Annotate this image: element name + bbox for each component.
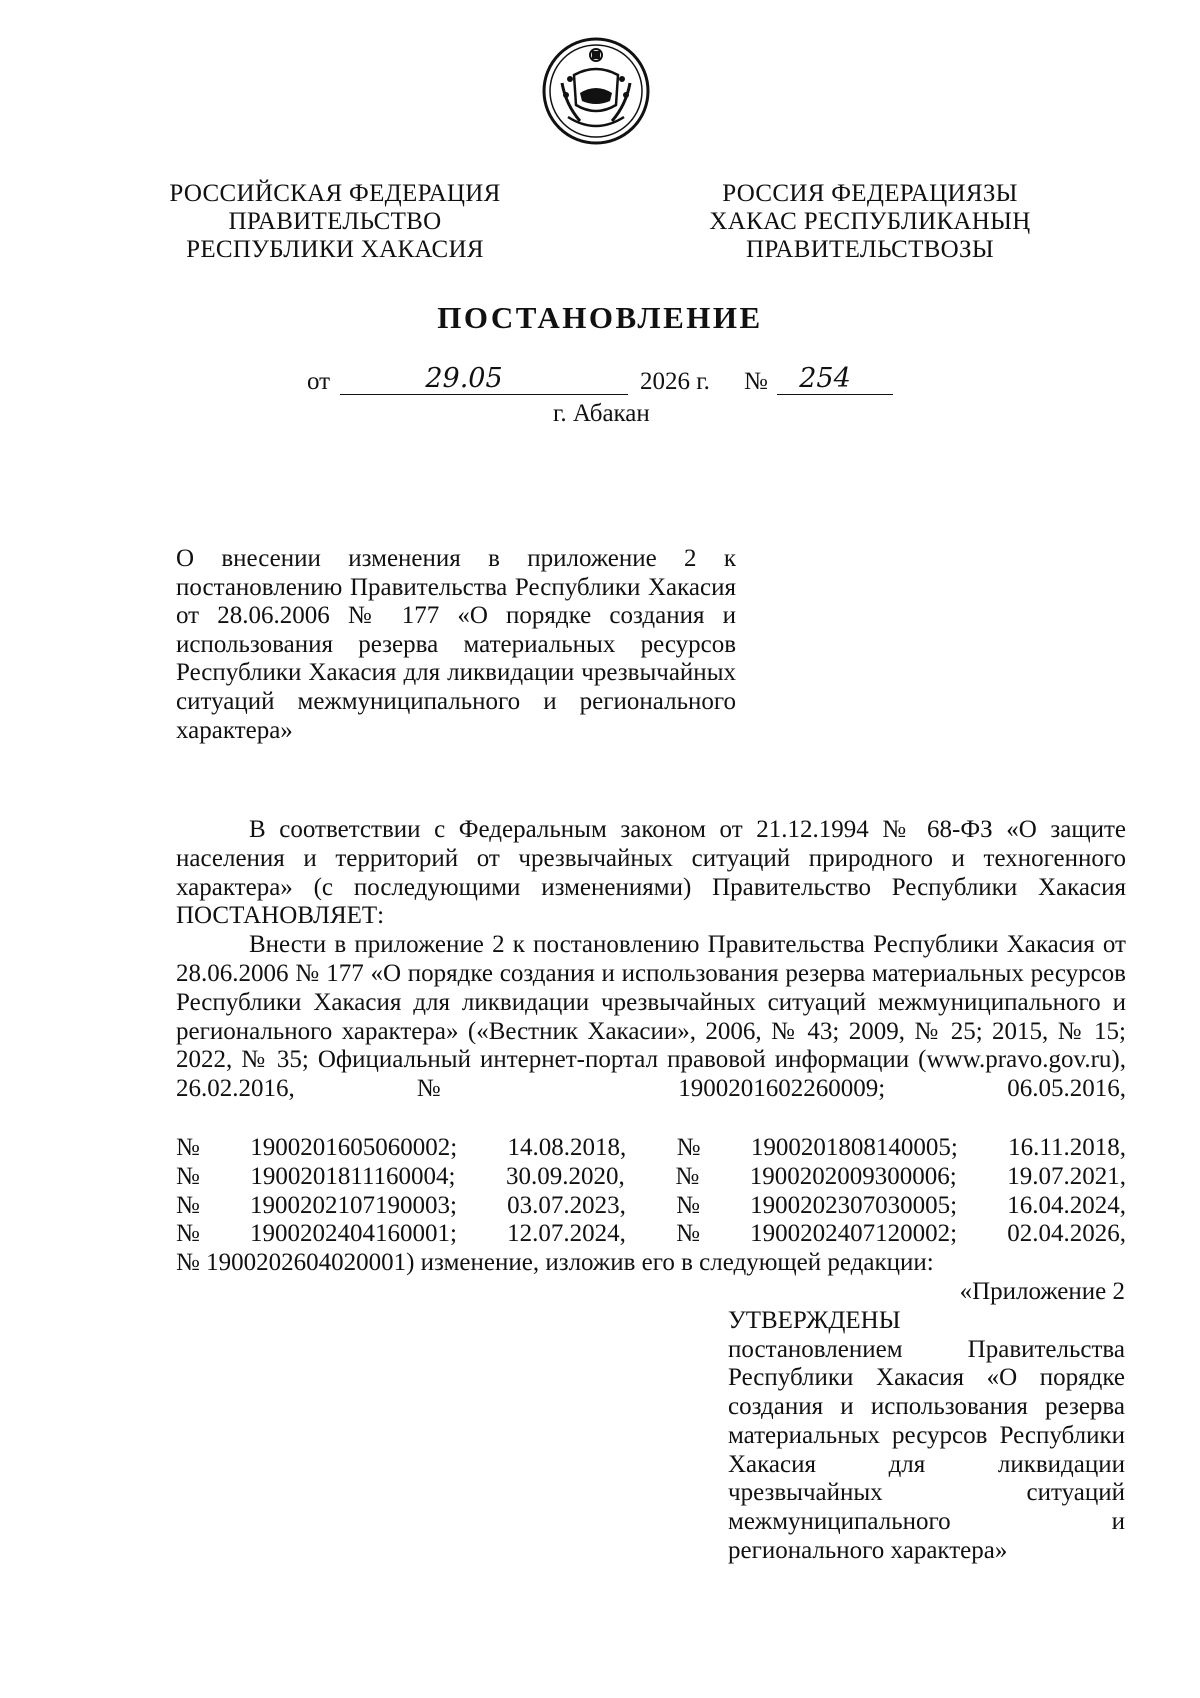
registry-cell: № (176, 1134, 200, 1161)
header-left-line-1: РОССИЙСКАЯ ФЕДЕРАЦИЯ (169, 180, 501, 207)
registry-cell: 02.04.2026, (1007, 1220, 1126, 1248)
registry-cell: № (676, 1134, 701, 1161)
registry-cell: 1900201811160004; (250, 1162, 456, 1190)
header-left-line-3: РЕСПУБЛИКИ ХАКАСИЯ (186, 236, 484, 263)
registry-cell: № (676, 1220, 700, 1248)
registry-cell: 1900202404160001; (250, 1220, 457, 1248)
body-paragraph-2-end: № 1900202604020001) изменение, изложив его в следующей редакции: (176, 1249, 934, 1277)
header-right-line-2: ХАКАС РЕСПУБЛИКАНЫҢ (709, 208, 1031, 235)
registry-cell: 1900201808140005; (750, 1134, 958, 1161)
body-paragraph-1: В соответствии с Федеральным законом от 21.12.1994 № 68-ФЗ «О защите населения и территорий от чрезвычайных ситуаций природного и техногенного характера» (с последующими изменениями) Правительство Республики Хакасия ПОСТАНОВЛЯЕТ: (176, 816, 1126, 930)
coat-of-arms-icon (540, 35, 652, 147)
subject-block (176, 545, 736, 745)
approved-text: постановлением Правительства Республики Хакасия «О порядке создания и использования резерва материальных ресурсов Республики Хакасия для ликвидации чрезвычайных ситуаций межмуниципального и регионального характера» (728, 1335, 1125, 1564)
date-underline (340, 363, 628, 395)
registry-cell: 03.07.2023, (507, 1191, 626, 1219)
registry-cell: № (176, 1220, 200, 1248)
year-label: 2026 г. (640, 368, 710, 395)
registry-cell: 1900202009300006; (749, 1162, 957, 1190)
header-right (670, 180, 1070, 264)
registry-cell: 1900202107190003; (250, 1191, 457, 1219)
number-label: № (744, 368, 768, 395)
registry-cell: 1900202307030005; (750, 1191, 958, 1219)
registry-cell: 16.11.2018, (1008, 1134, 1126, 1161)
approved-block (728, 1307, 1125, 1565)
registry-row (176, 1134, 1126, 1163)
city-label: г. Абакан (553, 400, 650, 427)
registry-cell: 14.08.2018, (507, 1134, 627, 1161)
registry-cell: 19.07.2021, (1007, 1162, 1126, 1190)
registry-cell: № (675, 1162, 700, 1190)
number-handwritten: 254 (799, 363, 851, 394)
appendix-label: «Приложение 2 (959, 1278, 1125, 1305)
approved-caption: УТВЕРЖДЕНЫ (728, 1307, 901, 1334)
body-paragraph-2: Внести в приложение 2 к постановлению Правительства Республики Хакасия от 28.06.2006 № 177 «О порядке создания и использования резерва материальных ресурсов Республики Хакасия для ликвидации чрезвычайных ситуаций межмуниципального и регионального характера» («Вестник Хакасии», 2006, № 43; 2009, № 25; 2015, № 15; 2022, № 35; Официальный интернет-портал правовой информации (www.pravo.gov.ru), 26.02.2016, № 1900201602260009; 06.05.2016, (176, 931, 1126, 1103)
registry-cell: № (176, 1191, 200, 1219)
registry-cell: № (176, 1162, 200, 1190)
registry-row (176, 1220, 1126, 1249)
registry-cell: 12.07.2024, (507, 1220, 626, 1248)
registry-cell: 30.09.2020, (506, 1162, 625, 1190)
document-title: ПОСТАНОВЛЕНИЕ (437, 300, 763, 335)
subject-text: О внесении изменения в приложение 2 к постановлению Правительства Республики Хакасия от 28.06.2006 № 177 «О порядке создания и использования резерва материальных ресурсов Республики Хакасия для ликвидации чрезвычайных ситуаций межмуниципального и регионального характера» (176, 545, 736, 744)
registry-cell: № (676, 1191, 700, 1219)
date-handwritten: 29.05 (425, 363, 503, 394)
header-left (140, 180, 530, 264)
registry-row (176, 1163, 1126, 1192)
date-from-label: от (307, 368, 331, 395)
body-text (176, 816, 1126, 1104)
number-underline (777, 363, 893, 395)
registry-list (176, 1134, 1126, 1278)
registry-row (176, 1192, 1126, 1221)
registry-cell: 1900202407120002; (750, 1220, 958, 1248)
registry-cell: 16.04.2024, (1007, 1191, 1126, 1219)
registry-cell: 1900201605060002; (250, 1134, 458, 1161)
header-left-line-2: ПРАВИТЕЛЬСТВО (228, 208, 442, 235)
header-right-line-3: ПРАВИТЕЛЬСТВОЗЫ (746, 236, 994, 263)
header-right-line-1: РОССИЯ ФЕДЕРАЦИЯЗЫ (722, 180, 1018, 207)
